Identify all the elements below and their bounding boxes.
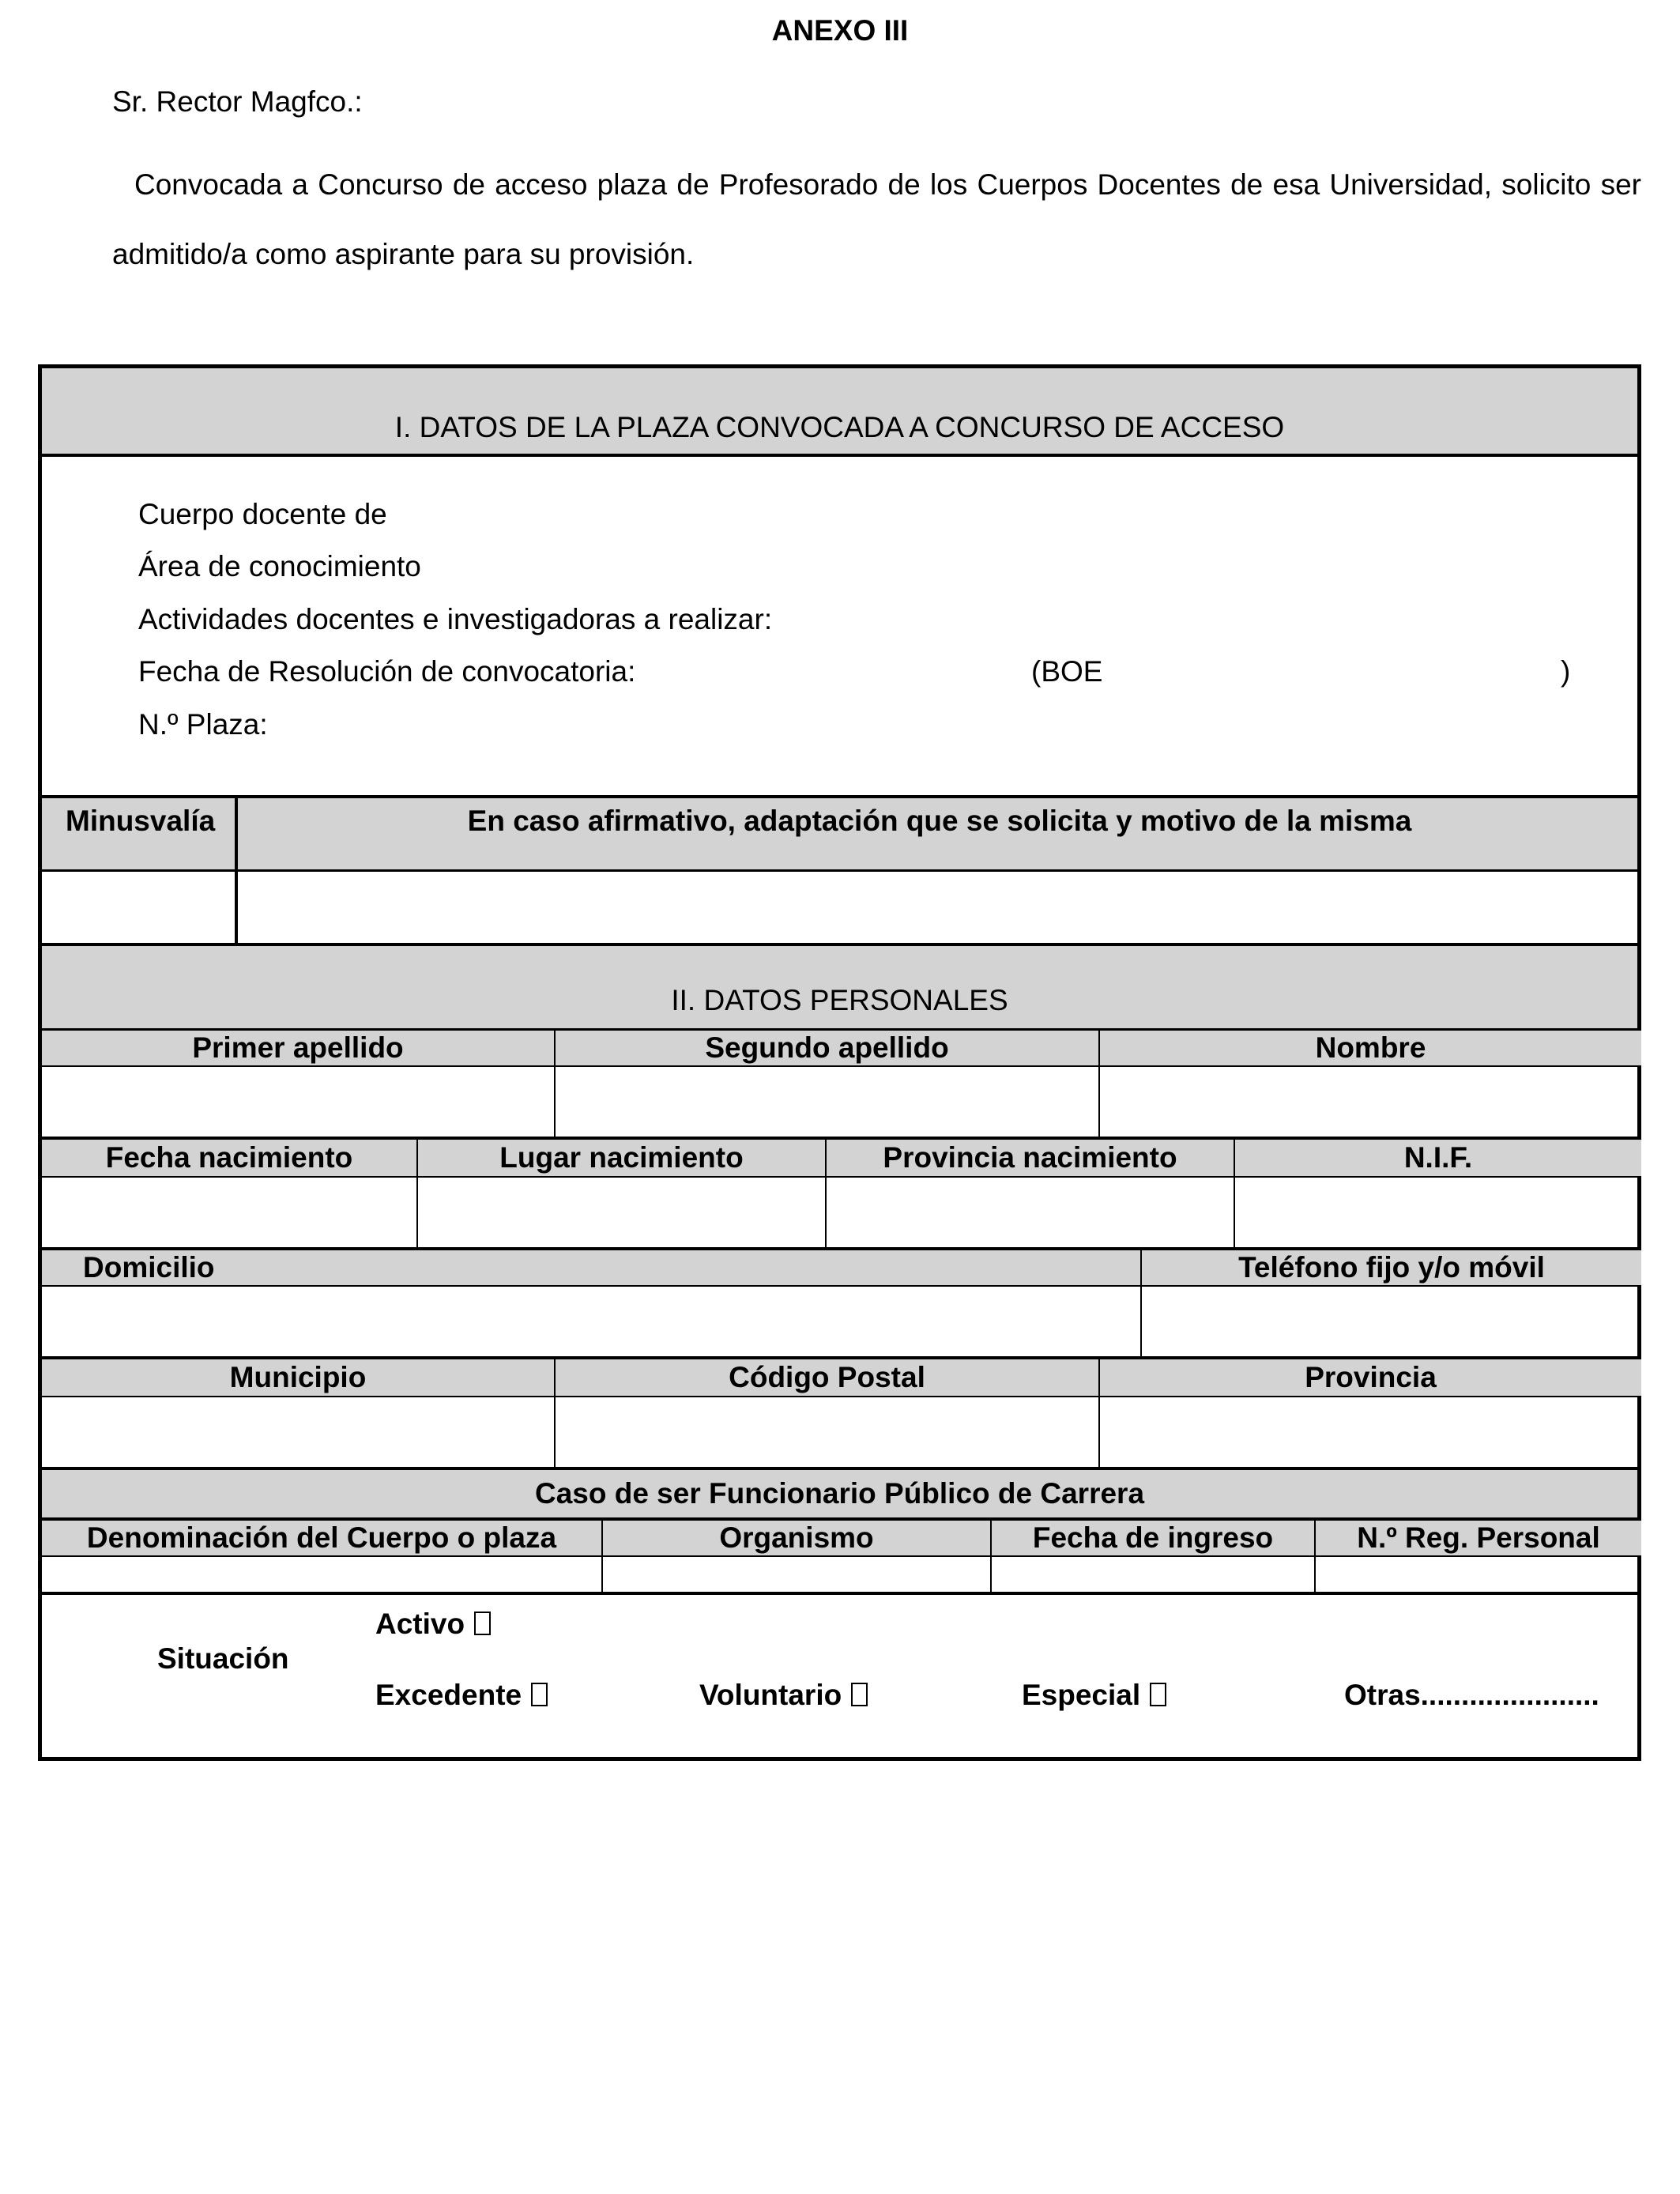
option-voluntario-label: Voluntario	[699, 1679, 842, 1711]
input-fecha-nacimiento[interactable]	[42, 1178, 416, 1247]
field-n-plaza: N.º Plaza:	[138, 708, 268, 741]
intro-paragraph: Convocada a Concurso de acceso plaza de Profesorado de los Cuerpos Docentes de esa Universidad, solicito ser admitido/a como aspirante para su provisión.	[112, 168, 1641, 270]
option-activo[interactable]	[375, 1608, 491, 1641]
divider	[554, 1359, 556, 1467]
section-2-title: II. DATOS PERSONALES	[671, 984, 1008, 1016]
input-municipio[interactable]	[42, 1397, 554, 1467]
input-nombre[interactable]	[1100, 1067, 1641, 1137]
header-segundo-apellido: Segundo apellido	[556, 1031, 1098, 1065]
field-actividades: Actividades docentes e investigadoras a realizar:	[138, 603, 773, 635]
header-primer-apellido: Primer apellido	[42, 1031, 554, 1065]
minusvalia-input[interactable]	[42, 872, 235, 943]
header-provincia-nacimiento: Provincia nacimiento	[827, 1140, 1234, 1176]
funcionario-heading: Caso de ser Funcionario Público de Carrera	[42, 1470, 1637, 1517]
field-boe-open: (BOE	[1031, 655, 1103, 688]
checkbox-icon[interactable]	[474, 1612, 491, 1635]
header-n-reg-personal: N.º Reg. Personal	[1316, 1521, 1641, 1555]
option-voluntario[interactable]	[699, 1679, 868, 1712]
header-fecha-ingreso: Fecha de ingreso	[992, 1521, 1314, 1555]
situacion-label: Situación	[157, 1642, 289, 1675]
field-boe-close: )	[1561, 655, 1571, 688]
option-excedente-label: Excedente	[375, 1679, 522, 1711]
section-1-header	[42, 368, 1637, 454]
input-provincia-nacimiento[interactable]	[827, 1178, 1234, 1247]
header-telefono: Teléfono fijo y/o móvil	[1142, 1250, 1641, 1285]
input-telefono[interactable]	[1142, 1287, 1641, 1356]
adaptacion-label: En caso afirmativo, adaptación que se solicita y motivo de la misma	[467, 805, 1412, 837]
divider	[1098, 1031, 1100, 1137]
field-area-conocimiento: Área de conocimiento	[138, 550, 421, 582]
divider	[1140, 1250, 1142, 1356]
header-lugar-nacimiento: Lugar nacimiento	[418, 1140, 825, 1176]
header-fecha-nacimiento: Fecha nacimiento	[42, 1140, 416, 1176]
option-excedente[interactable]	[375, 1679, 548, 1712]
divider	[42, 454, 1637, 457]
document-title: ANEXO III	[771, 14, 909, 47]
adaptacion-input[interactable]	[238, 872, 1641, 943]
input-provincia[interactable]	[1100, 1397, 1641, 1467]
minusvalia-label: Minusvalía	[66, 805, 216, 837]
greeting: Sr. Rector Magfco.:	[112, 85, 363, 118]
divider	[1234, 1140, 1235, 1247]
field-cuerpo-docente: Cuerpo docente de	[138, 498, 387, 530]
header-municipio: Municipio	[42, 1359, 554, 1396]
header-codigo-postal: Código Postal	[556, 1359, 1098, 1396]
divider	[825, 1140, 827, 1247]
divider	[416, 1140, 418, 1247]
header-provincia: Provincia	[1100, 1359, 1641, 1396]
input-lugar-nacimiento[interactable]	[418, 1178, 825, 1247]
application-form	[38, 364, 1641, 1761]
input-organismo[interactable]	[603, 1557, 990, 1592]
input-denominacion[interactable]	[42, 1557, 601, 1592]
section-2-header	[42, 946, 1637, 1028]
divider	[42, 1592, 1637, 1595]
divider	[601, 1521, 603, 1592]
input-n-reg-personal[interactable]	[1316, 1557, 1641, 1592]
header-nif: N.I.F.	[1235, 1140, 1641, 1176]
input-nif[interactable]	[1235, 1178, 1641, 1247]
header-nombre: Nombre	[1100, 1031, 1641, 1065]
divider	[554, 1031, 556, 1137]
divider	[1098, 1359, 1100, 1467]
input-fecha-ingreso[interactable]	[992, 1557, 1314, 1592]
option-otras[interactable]: Otras......................	[1344, 1679, 1599, 1711]
checkbox-icon[interactable]	[531, 1683, 548, 1706]
divider	[990, 1521, 992, 1592]
checkbox-icon[interactable]	[851, 1683, 868, 1706]
option-activo-label: Activo	[375, 1608, 465, 1640]
input-segundo-apellido[interactable]	[556, 1067, 1098, 1137]
option-especial-label: Especial	[1022, 1679, 1141, 1711]
label-domicilio: Domicilio	[83, 1251, 215, 1284]
field-fecha-resolucion: Fecha de Resolución de convocatoria:	[138, 655, 636, 688]
option-especial[interactable]	[1022, 1679, 1166, 1712]
header-organismo: Organismo	[603, 1521, 990, 1555]
input-primer-apellido[interactable]	[42, 1067, 554, 1137]
checkbox-icon[interactable]	[1150, 1683, 1166, 1706]
input-codigo-postal[interactable]	[556, 1397, 1098, 1467]
divider	[1314, 1521, 1316, 1592]
header-denominacion: Denominación del Cuerpo o plaza	[42, 1521, 601, 1555]
input-domicilio[interactable]	[42, 1287, 1140, 1356]
section-1-title: I. DATOS DE LA PLAZA CONVOCADA A CONCURSO DE ACCESO	[394, 411, 1285, 443]
